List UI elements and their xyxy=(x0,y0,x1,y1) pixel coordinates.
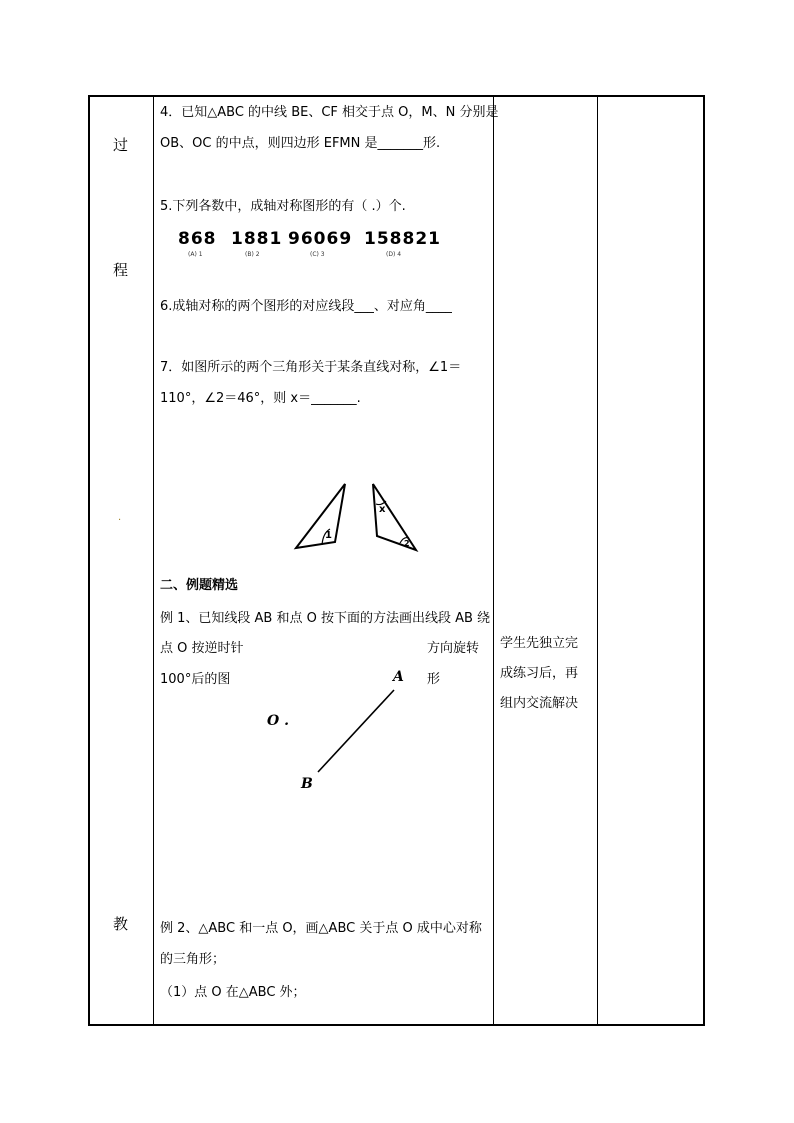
section-2-title: 二、例题精选 xyxy=(160,578,239,593)
left-triangle xyxy=(296,484,345,548)
q7-line-1: 7．如图所示的两个三角形关于某条直线对称，∠1＝ xyxy=(160,360,462,375)
ex2-line-1: 例 2、△ABC 和一点 O，画△ABC 关于点 O 成中心对称 xyxy=(160,921,482,936)
angle-x-label: x xyxy=(379,504,386,515)
q4-line-1: 4．已知△ABC 的中线 BE、CF 相交于点 O，M、N 分别是 xyxy=(160,105,499,120)
q5-number-b: 1881 xyxy=(231,229,283,249)
student-note-line-2: 成练习后，再 xyxy=(500,666,579,681)
q5-number-a: 868 xyxy=(178,229,217,249)
q4-line-2: OB、OC 的中点，则四边形 EFMN 是_______形. xyxy=(160,136,441,151)
angle-2-label: 2 xyxy=(404,539,410,548)
ex2-line-3: （1）点 O 在△ABC 外； xyxy=(160,985,306,1000)
student-note-line-1: 学生先独立完 xyxy=(500,636,579,651)
side-label-guo: 过 xyxy=(113,136,129,154)
ex1-line-3-left: 100°后的图 xyxy=(160,672,231,687)
point-o-label: O . xyxy=(267,713,289,729)
side-label-cheng: 程 xyxy=(113,261,129,279)
segment-ab xyxy=(318,690,394,772)
ex1-line-1: 例 1、已知线段 AB 和点 O 按下面的方法画出线段 AB 绕 xyxy=(160,611,491,626)
side-label-jiao: 教 xyxy=(113,915,129,933)
q5-number-c: 96069 xyxy=(288,229,353,249)
q5-option-b: (B) 2 xyxy=(245,251,260,258)
ex1-line-2-left: 点 O 按逆时针 xyxy=(160,641,244,656)
side-dot: . xyxy=(118,512,122,523)
ex1-line-2-right: 方向旋转 xyxy=(427,641,480,656)
q7-line-2: 110°，∠2＝46°，则 x＝_______. xyxy=(160,391,361,406)
q5-option-c: (C) 3 xyxy=(310,251,325,258)
q5-number-d: 158821 xyxy=(364,229,441,249)
q5-option-d: (D) 4 xyxy=(386,251,402,258)
point-a-label: A xyxy=(393,669,404,685)
angle-1-label: 1 xyxy=(325,530,332,541)
ex2-line-2: 的三角形； xyxy=(160,952,226,967)
point-b-label: B xyxy=(301,776,313,792)
q6-text: 6.成轴对称的两个图形的对应线段___、对应角____ xyxy=(160,299,452,314)
ex1-line-3-right: 形 xyxy=(427,672,441,687)
q5-stem: 5.下列各数中，成轴对称图形的有（ .）个. xyxy=(160,199,406,214)
student-note-line-3: 组内交流解决 xyxy=(500,696,579,711)
q5-option-a: (A) 1 xyxy=(188,251,203,258)
